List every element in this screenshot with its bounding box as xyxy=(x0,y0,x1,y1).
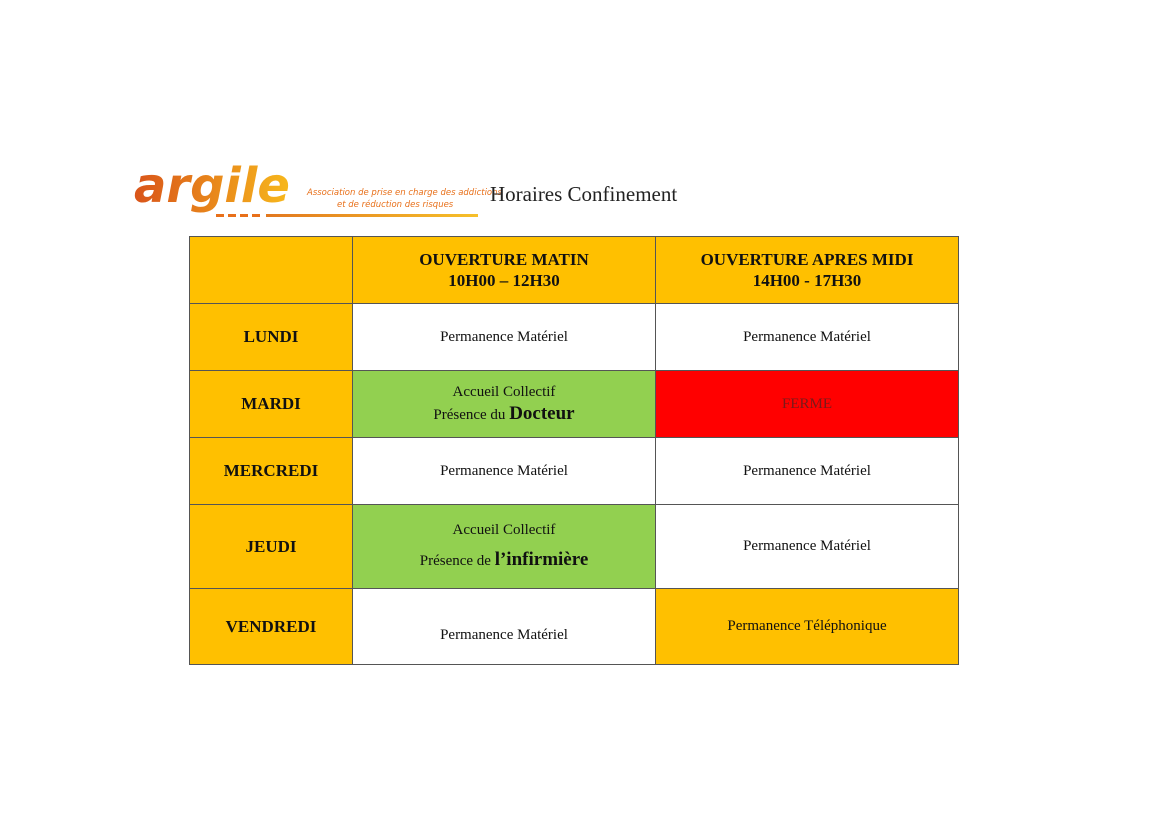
day-label: VENDREDI xyxy=(190,589,353,665)
apm-cell: Permanence Matériel xyxy=(656,438,959,505)
apm-cell-closed: FERME xyxy=(656,371,959,438)
header-matin xyxy=(353,237,656,304)
matin-line-2 xyxy=(353,403,655,425)
argile-logo xyxy=(132,152,502,227)
matin-line-1: Accueil Collectif xyxy=(452,383,556,400)
apm-cell: Permanence Matériel xyxy=(656,304,959,371)
header-matin-hours: 10H00 – 12H30 xyxy=(448,271,560,290)
matin-cell xyxy=(353,371,656,438)
header-apm-hours: 14H00 - 17H30 xyxy=(752,271,862,290)
corner-cell xyxy=(190,237,353,304)
header-apm-title: OUVERTURE APRES MIDI xyxy=(700,250,914,269)
schedule-table xyxy=(189,236,959,665)
matin-cell xyxy=(353,505,656,589)
table-row xyxy=(190,371,959,438)
day-label: JEUDI xyxy=(190,505,353,589)
table-row xyxy=(190,505,959,589)
table-row xyxy=(190,304,959,371)
table-header-row xyxy=(190,237,959,304)
day-label: LUNDI xyxy=(190,304,353,371)
apm-cell: Permanence Matériel xyxy=(656,505,959,589)
matin-emphasis: Docteur xyxy=(509,402,575,424)
logo-tagline-1: Association de prise en charge des addictions xyxy=(307,188,502,198)
day-label: MERCREDI xyxy=(190,438,353,505)
matin-emphasis: l’infirmière xyxy=(494,549,589,570)
logo-tagline-2: et de réduction des risques xyxy=(337,200,454,210)
matin-line-1: Accueil Collectif xyxy=(452,522,556,538)
matin-cell: Permanence Matériel xyxy=(353,589,656,665)
matin-prefix: Présence du xyxy=(433,406,506,423)
header-apres-midi xyxy=(656,237,959,304)
header-matin-title: OUVERTURE MATIN xyxy=(419,250,589,269)
table-row xyxy=(190,438,959,505)
matin-prefix: Présence de xyxy=(419,553,491,569)
matin-line-2 xyxy=(353,549,655,571)
table-row xyxy=(190,589,959,665)
matin-cell: Permanence Matériel xyxy=(353,304,656,371)
apm-cell: Permanence Téléphonique xyxy=(656,589,959,665)
page-title: Horaires Confinement xyxy=(490,182,678,206)
matin-cell: Permanence Matériel xyxy=(353,438,656,505)
page-header xyxy=(132,152,832,227)
day-label: MARDI xyxy=(190,371,353,438)
logo-wordmark: argile xyxy=(134,158,290,214)
